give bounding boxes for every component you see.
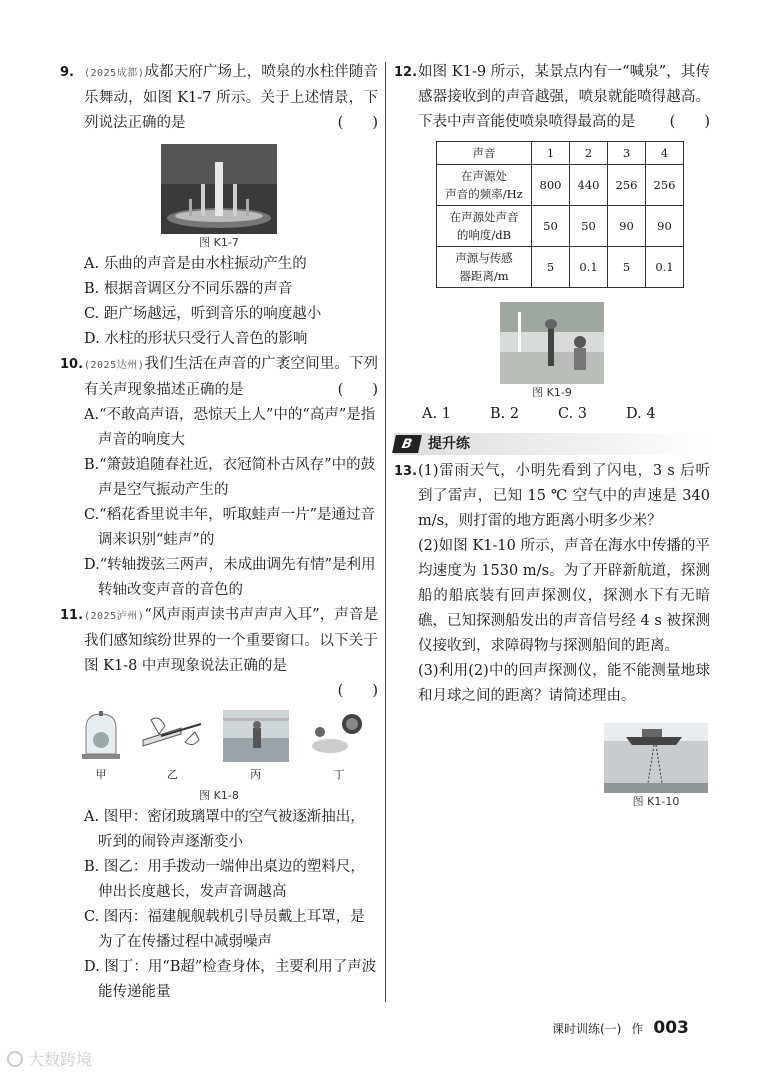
sublabel: 甲	[95, 768, 107, 781]
figure-caption: 图 K1-7	[199, 236, 239, 249]
row-label: 在声源处声音 的响度/dB	[437, 206, 532, 247]
row-label: 在声源处 声音的频率/Hz	[437, 165, 532, 206]
answer-paren: ( )	[337, 683, 378, 699]
footer-label: 课时训练(一)	[552, 1022, 622, 1036]
option-c: C. 距广场越远，听到音乐的响度越小	[84, 306, 322, 322]
choice-b: B. 2	[490, 406, 520, 422]
table-cell: 90	[608, 206, 646, 247]
option-d: D. 图丁：用“B超”检查身体，主要利用了声波能传递能量	[84, 959, 377, 1000]
table-header-cell: 3	[608, 142, 646, 165]
table-cell: 0.1	[646, 247, 684, 288]
page-number: 003	[653, 1018, 689, 1038]
option-c: C.“稻花香里说丰年，听取蛙声一片”是通过音调来识别“蛙声”的	[84, 507, 376, 548]
question-source: (2025成都)	[84, 68, 145, 79]
watermark	[6, 1047, 92, 1070]
table-header-row	[437, 142, 684, 165]
figure-bing	[223, 710, 289, 787]
ultrasound-photo	[308, 710, 370, 762]
section-badge: B	[392, 435, 422, 453]
option-b: B.“箫鼓追随春社近，衣冠简朴古风存”中的鼓声是空气振动产生的	[84, 457, 376, 498]
figure-yi	[141, 710, 203, 787]
shouting-fountain-photo	[500, 302, 604, 384]
option-a: A. 乐曲的声音是由水柱振动产生的	[84, 256, 307, 272]
ruler-desk-icon	[141, 710, 203, 762]
question-13	[394, 459, 710, 709]
answer-paren: ( )	[337, 382, 378, 398]
table-row	[437, 165, 684, 206]
right-column	[394, 60, 710, 811]
table-header-cell: 4	[646, 142, 684, 165]
figure-k1-8	[60, 710, 378, 787]
question-12	[394, 60, 710, 135]
table-cell: 5	[608, 247, 646, 288]
choice-row	[394, 402, 710, 427]
table-cell: 0.1	[570, 247, 608, 288]
sublabel: 丁	[333, 768, 345, 781]
option-d: D.“转轴拨弦三两声，未成曲调先有情”是利用转轴改变声音的音色的	[84, 557, 376, 598]
sub-question-2: (2)如图 K1-10 所示，声音在海水中传播的平均速度为 1530 m/s。为了开辟新航道，探测船的船底装有回声探测仪，探测水下有无暗礁，已知探测船发出的声音信号经 4 s 被探测仪接收到，求障碍物与探测船间的距离。	[418, 538, 710, 654]
question-number: 11.	[60, 608, 84, 623]
option-b: B. 图乙：用手拨动一端伸出桌边的塑料尺，伸出长度越长，发声音调越高	[84, 859, 365, 900]
sub-question-3: (3)利用(2)中的回声探测仪，能不能测量地球和月球之间的距离？请简述理由。	[418, 663, 710, 704]
figure-caption: 图 K1-10	[632, 795, 680, 808]
question-stem: 我们生活在声音的广袤空间里。下列有关声现象描述正确的是	[84, 356, 378, 398]
question-stem: 成都天府广场上，喷泉的水柱伴随音乐舞动，如图 K1-7 所示。关于上述情景，下列说法正确的是	[84, 64, 378, 131]
table-cell: 50	[570, 206, 608, 247]
question-11	[60, 603, 378, 679]
carrier-deck-photo	[223, 710, 289, 762]
option-a: A. 图甲：密闭玻璃罩中的空气被逐渐抽出，听到的闹铃声逐渐变小	[84, 809, 365, 850]
question-number: 12.	[394, 65, 418, 80]
table-cell: 256	[646, 165, 684, 206]
section-header	[394, 433, 710, 455]
sublabel: 丙	[250, 768, 262, 781]
question-number: 9.	[60, 65, 74, 80]
question-stem: “风声雨声读书声声声入耳”，声音是我们感知缤纷世界的一个重要窗口。以下关于图 K1-8 中声现象说法正确的是	[84, 607, 379, 674]
sound-table	[436, 141, 684, 288]
watermark-logo-icon	[6, 1050, 24, 1068]
table-cell: 5	[532, 247, 570, 288]
figure-caption: 图 K1-9	[532, 386, 572, 399]
choice-c: C. 3	[558, 406, 588, 422]
option-a: A.“不敢高声语，恐惊天上人”中的“高声”是指声音的响度大	[84, 407, 376, 448]
table-header-cell: 声音	[437, 142, 532, 165]
figure-ding	[308, 710, 370, 787]
question-10	[60, 352, 378, 403]
fountain-photo	[161, 144, 277, 234]
question-number: 13.	[394, 464, 418, 479]
figure-caption: 图 K1-8	[199, 789, 239, 802]
table-row	[437, 247, 684, 288]
question-source: (2025达州)	[84, 360, 145, 371]
row-label: 声源与传感 器距离/m	[437, 247, 532, 288]
column-divider	[385, 62, 386, 1002]
answer-paren: ( )	[337, 115, 378, 131]
choice-a: A. 1	[422, 406, 451, 422]
table-header-cell: 1	[532, 142, 570, 165]
option-b: B. 根据音调区分不同乐器的声音	[84, 281, 293, 297]
left-column	[60, 60, 378, 1005]
watermark-text: 大数跨境	[28, 1050, 93, 1069]
bell-jar-icon	[80, 710, 122, 762]
table-row	[437, 206, 684, 247]
question-number: 10.	[60, 357, 84, 372]
table-header-cell: 2	[570, 142, 608, 165]
option-c: C. 图丙：福建舰舰载机引导员戴上耳罩，是为了在传播过程中减弱噪声	[84, 909, 365, 950]
sub-question-1: (1)雷雨天气，小明先看到了闪电，3 s 后听到了雷声，已知 15 ℃ 空气中的声速是 340 m/s，则打雷的地方距离小明多少米？	[418, 463, 710, 529]
option-d: D. 水柱的形状只受行人音色的影响	[84, 331, 308, 347]
section-title: 提升练	[428, 435, 470, 452]
question-9	[60, 60, 378, 136]
figure-jia	[80, 710, 122, 787]
table-cell: 800	[532, 165, 570, 206]
question-stem: 如图 K1-9 所示，某景点内有一“喊泉”，其传感器接收到的声音越强，喷泉就能喷得越高。下表中声音能使喷泉喷得最高的是	[418, 64, 710, 130]
sonar-ship-diagram	[604, 723, 708, 793]
choice-d: D. 4	[626, 406, 656, 422]
sublabel: 乙	[166, 768, 178, 781]
table-cell: 50	[532, 206, 570, 247]
table-cell: 90	[646, 206, 684, 247]
table-cell: 440	[570, 165, 608, 206]
answer-paren: ( )	[669, 114, 710, 130]
page-footer	[552, 1018, 689, 1038]
question-source: (2025泸州)	[84, 611, 145, 622]
footer-zuo: 作	[631, 1022, 644, 1036]
table-cell: 256	[608, 165, 646, 206]
